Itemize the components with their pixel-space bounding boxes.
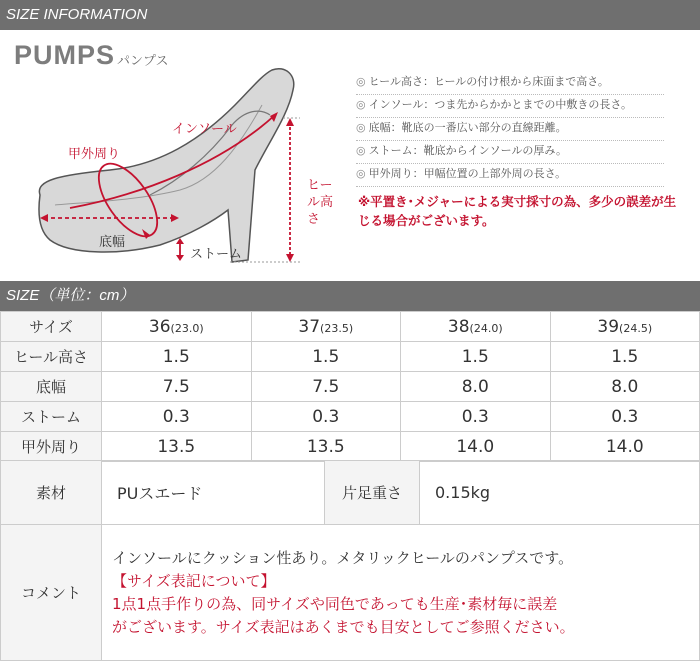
table-row	[1, 432, 700, 462]
material-value: PUスエード	[102, 461, 325, 525]
double-circle-icon: ◎	[356, 121, 366, 134]
table-cell: 14.0	[550, 432, 700, 462]
weight-value: 0.15kg	[420, 461, 700, 525]
pump-shoe-illustration	[0, 30, 360, 281]
double-circle-icon: ◎	[356, 167, 366, 180]
comment-body	[102, 525, 700, 661]
label-insole: インソール	[172, 122, 237, 137]
table-cell: 13.5	[251, 432, 401, 462]
table-cell: 1.5	[102, 342, 252, 372]
row-label: 底幅	[1, 372, 102, 402]
table-cell: 13.5	[102, 432, 252, 462]
legend-row: ◎ インソール：つま先からかかとまでの中敷きの長さ。	[356, 95, 664, 118]
table-cell: 8.0	[401, 372, 551, 402]
size-header-label: サイズ	[1, 312, 102, 342]
legend-row: ◎ ストーム：靴底からインソールの厚み。	[356, 141, 664, 164]
size-cell: 38(24.0)	[401, 312, 551, 342]
product-subtitle: パンプス	[117, 54, 169, 69]
table-cell: 0.3	[401, 402, 551, 432]
measurement-note: ※平置き･メジャーによる実寸採寸の為、多少の誤差が生じる場合がございます。	[358, 194, 677, 228]
legend-row: ◎ 甲外周り：甲幅位置の上部外周の長さ。	[356, 164, 664, 187]
weight-label: 片足重さ	[325, 461, 420, 525]
table-cell: 7.5	[102, 372, 252, 402]
comment-label: コメント	[1, 525, 102, 661]
table-cell: 8.0	[550, 372, 700, 402]
table-cell: 14.0	[401, 432, 551, 462]
label-instep: 甲外周り	[68, 147, 121, 162]
comment-table	[0, 524, 700, 661]
size-cell: 36(23.0)	[102, 312, 252, 342]
table-cell: 0.3	[550, 402, 700, 432]
table-cell: 1.5	[251, 342, 401, 372]
size-note-line: 1点1点手作りの為、同サイズや同色であっても生産･素材毎に誤差	[112, 594, 558, 613]
double-circle-icon: ◎	[356, 98, 366, 111]
table-row	[1, 461, 700, 525]
table-cell: 0.3	[251, 402, 401, 432]
table-row	[1, 372, 700, 402]
table-row	[1, 312, 700, 342]
table-row	[1, 402, 700, 432]
size-section-header: SIZE（単位：cm）	[0, 281, 700, 311]
label-stome: ストーム	[190, 247, 243, 262]
double-circle-icon: ◎	[356, 144, 366, 157]
label-heel-height: ヒール高さ	[307, 178, 334, 227]
comment-line: インソールにクッション性あり。メタリックヒールのパンプスです。	[112, 548, 574, 567]
double-circle-icon: ◎	[356, 75, 366, 88]
row-label: ヒール高さ	[1, 342, 102, 372]
size-cell: 37(23.5)	[251, 312, 401, 342]
material-table	[0, 460, 700, 525]
row-label: ストーム	[1, 402, 102, 432]
size-information-header: SIZE INFORMATION	[0, 0, 700, 30]
measurement-legend	[356, 72, 664, 187]
table-row	[1, 525, 700, 661]
label-sole-width: 底幅	[99, 235, 126, 250]
size-cell: 39(24.5)	[550, 312, 700, 342]
product-title: PUMPS	[14, 40, 116, 70]
size-note-heading: 【サイズ表記について】	[112, 571, 276, 590]
size-table	[0, 311, 700, 462]
legend-row: ◎ 底幅：靴底の一番広い部分の直線距離。	[356, 118, 664, 141]
table-cell: 1.5	[550, 342, 700, 372]
legend-row: ◎ ヒール高さ：ヒールの付け根から床面まで高さ。	[356, 72, 664, 95]
table-row	[1, 342, 700, 372]
material-label: 素材	[1, 461, 102, 525]
row-label: 甲外周り	[1, 432, 102, 462]
table-cell: 0.3	[102, 402, 252, 432]
table-cell: 1.5	[401, 342, 551, 372]
table-cell: 7.5	[251, 372, 401, 402]
size-note-line: がございます。サイズ表記はあくまでも目安としてご参照ください。	[112, 617, 575, 636]
shoe-outline	[39, 69, 294, 262]
